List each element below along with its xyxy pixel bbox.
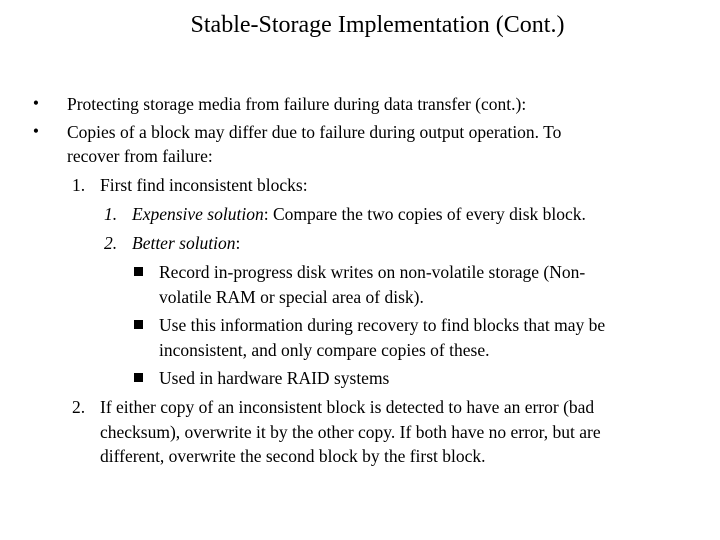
item-text-line: Record in-progress disk writes on non-volatile storage (Non- (159, 262, 586, 282)
substep-italic-label: Expensive solution (132, 204, 264, 224)
step-text: First find inconsistent blocks: (100, 175, 308, 195)
item-text-line: Use this information during recovery to find blocks that may be (159, 315, 606, 335)
bullet-text: Protecting storage media from failure during data transfer (cont.): (67, 94, 527, 114)
square-bullet-icon (134, 320, 143, 329)
square-bullet-icon (134, 373, 143, 382)
item-text-line: Used in hardware RAID systems (159, 368, 390, 388)
bullet-text-line: recover from failure: (67, 146, 213, 166)
substep-italic-label: Better solution (132, 233, 236, 253)
substep-rest: : (235, 233, 241, 253)
item-text-line: volatile RAM or special area of disk). (159, 287, 424, 307)
step-number: 2. (72, 397, 86, 417)
substep-text (132, 203, 586, 225)
substep-text (132, 232, 240, 254)
substep-rest: : Compare the two copies of every disk block. (263, 204, 586, 224)
bullet-text-line: Copies of a block may differ due to failure during output operation. To (67, 122, 562, 142)
slide-title: Stable-Storage Implementation (Cont.) (190, 12, 565, 38)
bullet-marker: • (32, 121, 40, 141)
step-text-line: different, overwrite the second block by the first block. (100, 446, 486, 466)
step-number: 1. (72, 175, 86, 195)
substep-number: 2. (104, 233, 118, 253)
bullet-marker: • (32, 93, 40, 113)
step-text-line: If either copy of an inconsistent block is detected to have an error (bad (100, 397, 595, 417)
item-text-line: inconsistent, and only compare copies of these. (159, 340, 490, 360)
square-bullet-icon (134, 267, 143, 276)
substep-number: 1. (104, 204, 118, 224)
step-text-line: checksum), overwrite it by the other copy. If both have no error, but are (100, 422, 601, 442)
